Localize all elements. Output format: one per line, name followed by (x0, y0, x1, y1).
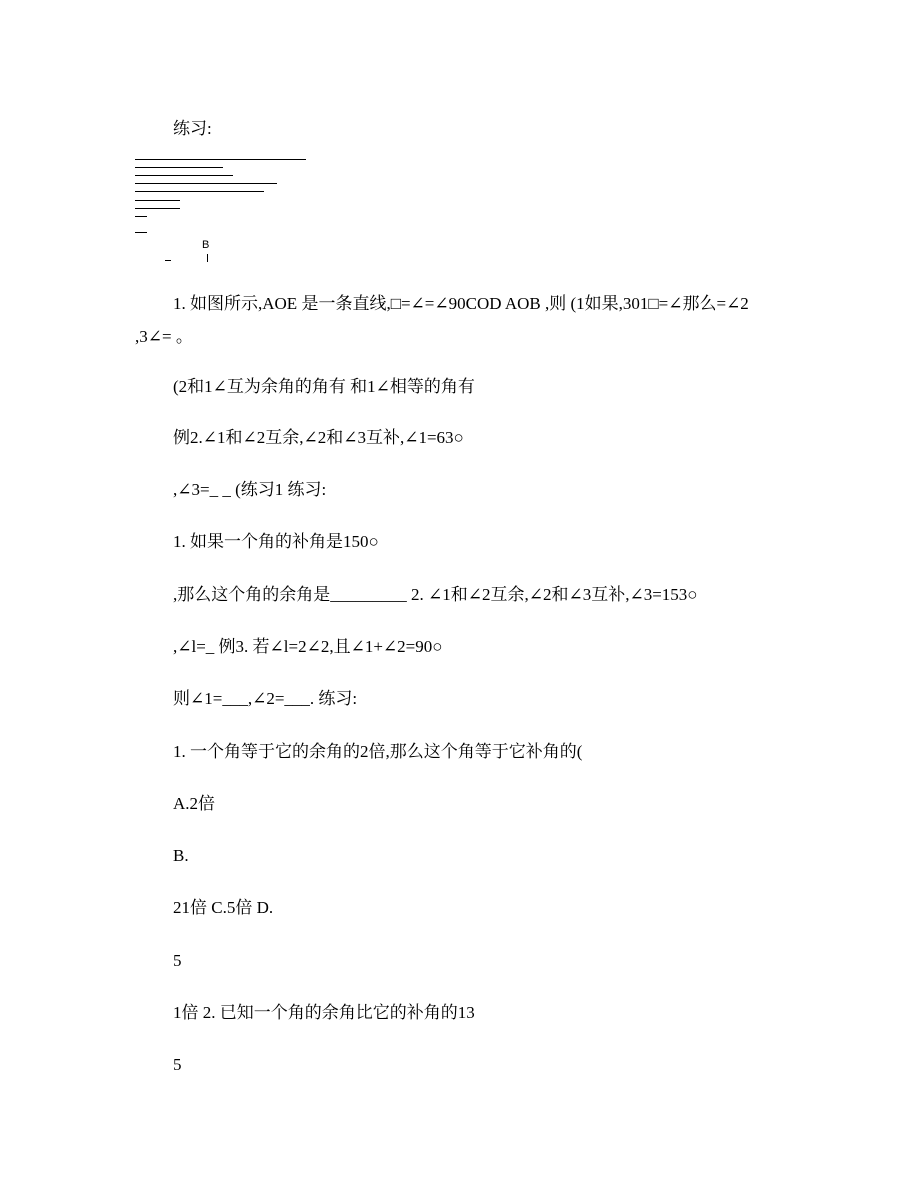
figure-arc-mark (165, 260, 171, 261)
text-line: A.2倍 (173, 794, 216, 813)
text-line: 1倍 2. 已知一个角的余角比它的补角的13 (173, 1003, 475, 1022)
text-line: 例2.∠1和∠2互余,∠2和∠3互补,∠1=63○ (173, 428, 464, 447)
text-line: ,3∠= 。 (135, 327, 193, 346)
rule-line (135, 200, 180, 201)
rule-line (135, 167, 223, 168)
rule-line (135, 183, 277, 184)
text-line: 1. 如果一个角的补角是150○ (173, 532, 379, 551)
figure-ray-mark (207, 254, 208, 262)
text-line: 则∠1=___,∠2=___. 练习: (173, 689, 358, 708)
text-line: ,∠l=_ 例3. 若∠l=2∠2,且∠1+∠2=90○ (173, 637, 443, 656)
rule-line (135, 175, 233, 176)
rule-line (135, 232, 147, 233)
text-line: 1. 一个角等于它的余角的2倍,那么这个角等于它补角的( (173, 742, 583, 761)
text-line: 5 (173, 951, 182, 970)
rule-line (135, 191, 264, 192)
exercise-heading: 练习: (173, 119, 212, 138)
text-line: 1. 如图所示,AOE 是一条直线,□=∠=∠90COD AOB ,则 (1如果,301□=∠那么=∠2 (173, 294, 749, 313)
text-line: (2和1∠互为余角的角有 和1∠相等的角有 (173, 377, 475, 396)
rule-line (135, 208, 180, 209)
text-line: ,那么这个角的余角是_________ 2. ∠1和∠2互余,∠2和∠3互补,∠3=153○ (173, 585, 698, 604)
text-line: 21倍 C.5倍 D. (173, 898, 274, 917)
figure-label-b: B (202, 239, 210, 251)
text-line: ,∠3=_ _ (练习1 练习: (173, 480, 327, 499)
rule-line (135, 159, 306, 160)
text-line: 5 (173, 1055, 182, 1074)
rule-line (135, 216, 147, 217)
text-line: B. (173, 846, 189, 865)
